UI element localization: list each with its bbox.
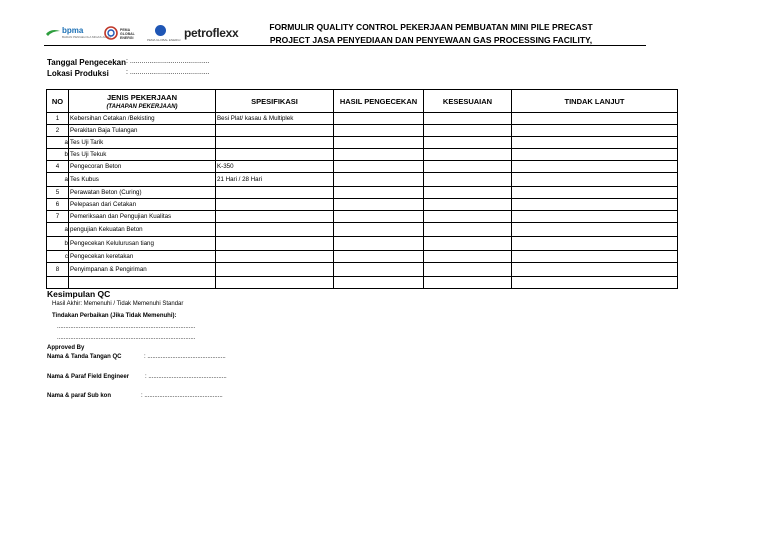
sig-qc-field[interactable]: : ...............................................: [144, 354, 226, 360]
row-tindak-cell[interactable]: [512, 173, 678, 187]
row-jenis: Tes Uji Tekuk: [69, 149, 216, 161]
row-tindak-cell[interactable]: [512, 211, 678, 223]
header-kesesuaian: KESESUAIAN: [424, 90, 512, 113]
kesimpulan-heading: Kesimpulan QC: [47, 289, 111, 299]
row-no: 4: [47, 161, 69, 173]
kkks-emblem-icon: [104, 26, 118, 40]
row-tindak-cell[interactable]: [512, 277, 678, 289]
pertamina-globe-icon: [155, 25, 166, 36]
row-spec: [216, 211, 334, 223]
table-row: [47, 149, 678, 161]
sig-qc-label: Nama & Tanda Tangan QC: [47, 354, 122, 360]
row-kesesuaian-cell[interactable]: [424, 125, 512, 137]
row-hasil-cell[interactable]: [334, 237, 424, 251]
row-jenis: Tes Uji Tarik: [69, 137, 216, 149]
table-row: [47, 237, 678, 251]
row-jenis: Kebersihan Cetakan /Bekisting: [69, 113, 216, 125]
row-no: b: [47, 149, 69, 161]
row-hasil-cell[interactable]: [334, 251, 424, 263]
tindakan-perbaikan-label: Tindakan Perbaikan (Jika Tidak Memenuhi):: [52, 313, 177, 319]
row-hasil-cell[interactable]: [334, 199, 424, 211]
kkks-logo-text: PEMA GLOBAL ENERGI: [120, 28, 135, 40]
row-spec: [216, 187, 334, 199]
row-hasil-cell[interactable]: [334, 277, 424, 289]
row-no: 8: [47, 263, 69, 277]
row-jenis: [69, 277, 216, 289]
table-row: [47, 251, 678, 263]
row-spec: Besi Plat/ kasau & Multiplek: [216, 113, 334, 125]
header-jenis-sub: (TAHAPAN PEKERJAAN): [106, 103, 178, 110]
row-no: b: [47, 237, 69, 251]
row-spec: [216, 125, 334, 137]
lokasi-field[interactable]: : .........................................: [126, 69, 210, 76]
tindakan-line-1[interactable]: ...................................................................................: [57, 324, 196, 330]
row-hasil-cell[interactable]: [334, 263, 424, 277]
row-spec: [216, 137, 334, 149]
row-hasil-cell[interactable]: [334, 125, 424, 137]
sig-fe-label: Nama & Paraf Field Engineer: [47, 374, 130, 380]
table-row: [47, 161, 678, 173]
header-jenis: [69, 90, 216, 113]
bpma-swoosh-icon: [46, 28, 60, 36]
row-spec: K-350: [216, 161, 334, 173]
row-spec: [216, 223, 334, 237]
petroflexx-logo: petroflexx: [184, 26, 239, 40]
row-jenis: Pemeriksaan dan Pengujian Kualitas: [69, 211, 216, 223]
bpma-logo-subtitle: BADAN PENGELOLA MIGAS ACEH: [62, 35, 111, 39]
row-hasil-cell[interactable]: [334, 113, 424, 125]
table-row: [47, 137, 678, 149]
row-no: a: [47, 137, 69, 149]
row-jenis: Pengecekan keretakan: [69, 251, 216, 263]
row-hasil-cell[interactable]: [334, 187, 424, 199]
row-tindak-cell[interactable]: [512, 137, 678, 149]
sig-fe-field[interactable]: : ...............................................: [145, 374, 227, 380]
hasil-akhir-text: Hasil Akhir: Memenuhi / Tidak Memenuhi Standar: [52, 301, 184, 307]
row-spec: [216, 237, 334, 251]
row-kesesuaian-cell[interactable]: [424, 187, 512, 199]
row-tindak-cell[interactable]: [512, 251, 678, 263]
form-title-line1: FORMULIR QUALITY CONTROL PEKERJAAN PEMBUATAN MINI PILE PRECAST: [269, 22, 593, 32]
row-no: 1: [47, 113, 69, 125]
bpma-logo-text: bpma: [62, 26, 84, 35]
row-hasil-cell[interactable]: [334, 137, 424, 149]
header-spesifikasi: SPESIFIKASI: [216, 90, 334, 113]
row-kesesuaian-cell[interactable]: [424, 199, 512, 211]
row-tindak-cell[interactable]: [512, 199, 678, 211]
tanggal-label: Tanggal Pengecekan: [47, 58, 126, 67]
row-kesesuaian-cell[interactable]: [424, 263, 512, 277]
row-no: [47, 277, 69, 289]
table-row: [47, 211, 678, 223]
table-row: [47, 199, 678, 211]
qc-checklist-table: [46, 89, 678, 289]
row-hasil-cell[interactable]: [334, 173, 424, 187]
row-tindak-cell[interactable]: [512, 223, 678, 237]
sig-subkon-field[interactable]: : ...............................................: [141, 393, 223, 399]
row-no: c: [47, 251, 69, 263]
row-jenis: Perakitan Baja Tulangan: [69, 125, 216, 137]
row-kesesuaian-cell[interactable]: [424, 223, 512, 237]
bpma-logo: [46, 26, 111, 40]
row-spec: [216, 149, 334, 161]
row-jenis: pengujian Kekuatan Beton: [69, 223, 216, 237]
table-row: [47, 173, 678, 187]
header-hasil: HASIL PENGECEKAN: [334, 90, 424, 113]
table-row: [47, 223, 678, 237]
row-jenis: Pengecekan Kelulurusan tiang: [69, 237, 216, 251]
header-divider: [44, 45, 646, 46]
row-kesesuaian-cell[interactable]: [424, 137, 512, 149]
lokasi-label: Lokasi Produksi: [47, 69, 109, 78]
table-row: [47, 277, 678, 289]
row-no: 7: [47, 211, 69, 223]
row-no: 5: [47, 187, 69, 199]
table-header-row: [47, 90, 678, 113]
row-kesesuaian-cell[interactable]: [424, 173, 512, 187]
row-tindak-cell[interactable]: [512, 161, 678, 173]
row-tindak-cell[interactable]: [512, 149, 678, 161]
row-tindak-cell[interactable]: [512, 113, 678, 125]
table-row: [47, 187, 678, 199]
tanggal-field[interactable]: : .........................................: [126, 58, 210, 65]
row-spec: [216, 199, 334, 211]
row-no: 6: [47, 199, 69, 211]
row-kesesuaian-cell[interactable]: [424, 277, 512, 289]
row-hasil-cell[interactable]: [334, 149, 424, 161]
form-title-line2: PROJECT JASA PENYEDIAAN DAN PENYEWAAN GAS PROCESSING FACILITY,: [269, 35, 593, 45]
row-hasil-cell[interactable]: [334, 223, 424, 237]
row-no: a: [47, 223, 69, 237]
row-no: a: [47, 173, 69, 187]
row-kesesuaian-cell[interactable]: [424, 161, 512, 173]
row-spec: [216, 263, 334, 277]
header-tindak: TINDAK LANJUT: [512, 90, 678, 113]
row-tindak-cell[interactable]: [512, 187, 678, 199]
row-jenis: Pengecoran Beton: [69, 161, 216, 173]
tindakan-line-2[interactable]: ...................................................................................: [57, 335, 196, 341]
sig-subkon-label: Nama & paraf Sub kon: [47, 393, 112, 399]
row-spec: [216, 277, 334, 289]
row-jenis: Penyimpanan & Pengiriman: [69, 263, 216, 277]
row-kesesuaian-cell[interactable]: [424, 113, 512, 125]
table-row: [47, 125, 678, 137]
row-no: 2: [47, 125, 69, 137]
pertamina-logo-subtitle: PEMA GLOBAL ENERGI: [147, 38, 181, 42]
row-tindak-cell[interactable]: [512, 237, 678, 251]
row-kesesuaian-cell[interactable]: [424, 149, 512, 161]
row-spec: [216, 251, 334, 263]
row-jenis: Pelepasan dari Cetakan: [69, 199, 216, 211]
row-hasil-cell[interactable]: [334, 211, 424, 223]
header-jenis-label: JENIS PEKERJAAN: [106, 92, 178, 102]
row-hasil-cell[interactable]: [334, 161, 424, 173]
row-jenis: Perawatan Beton (Curing): [69, 187, 216, 199]
row-spec: 21 Hari / 28 Hari: [216, 173, 334, 187]
row-jenis: Tes Kubus: [69, 173, 216, 187]
row-kesesuaian-cell[interactable]: [424, 211, 512, 223]
row-kesesuaian-cell[interactable]: [424, 251, 512, 263]
approved-by-label: Approved By: [47, 345, 85, 351]
row-tindak-cell[interactable]: [512, 263, 678, 277]
row-tindak-cell[interactable]: [512, 125, 678, 137]
header-no: NO: [47, 90, 69, 113]
table-row: [47, 263, 678, 277]
row-kesesuaian-cell[interactable]: [424, 237, 512, 251]
table-row: [47, 113, 678, 125]
